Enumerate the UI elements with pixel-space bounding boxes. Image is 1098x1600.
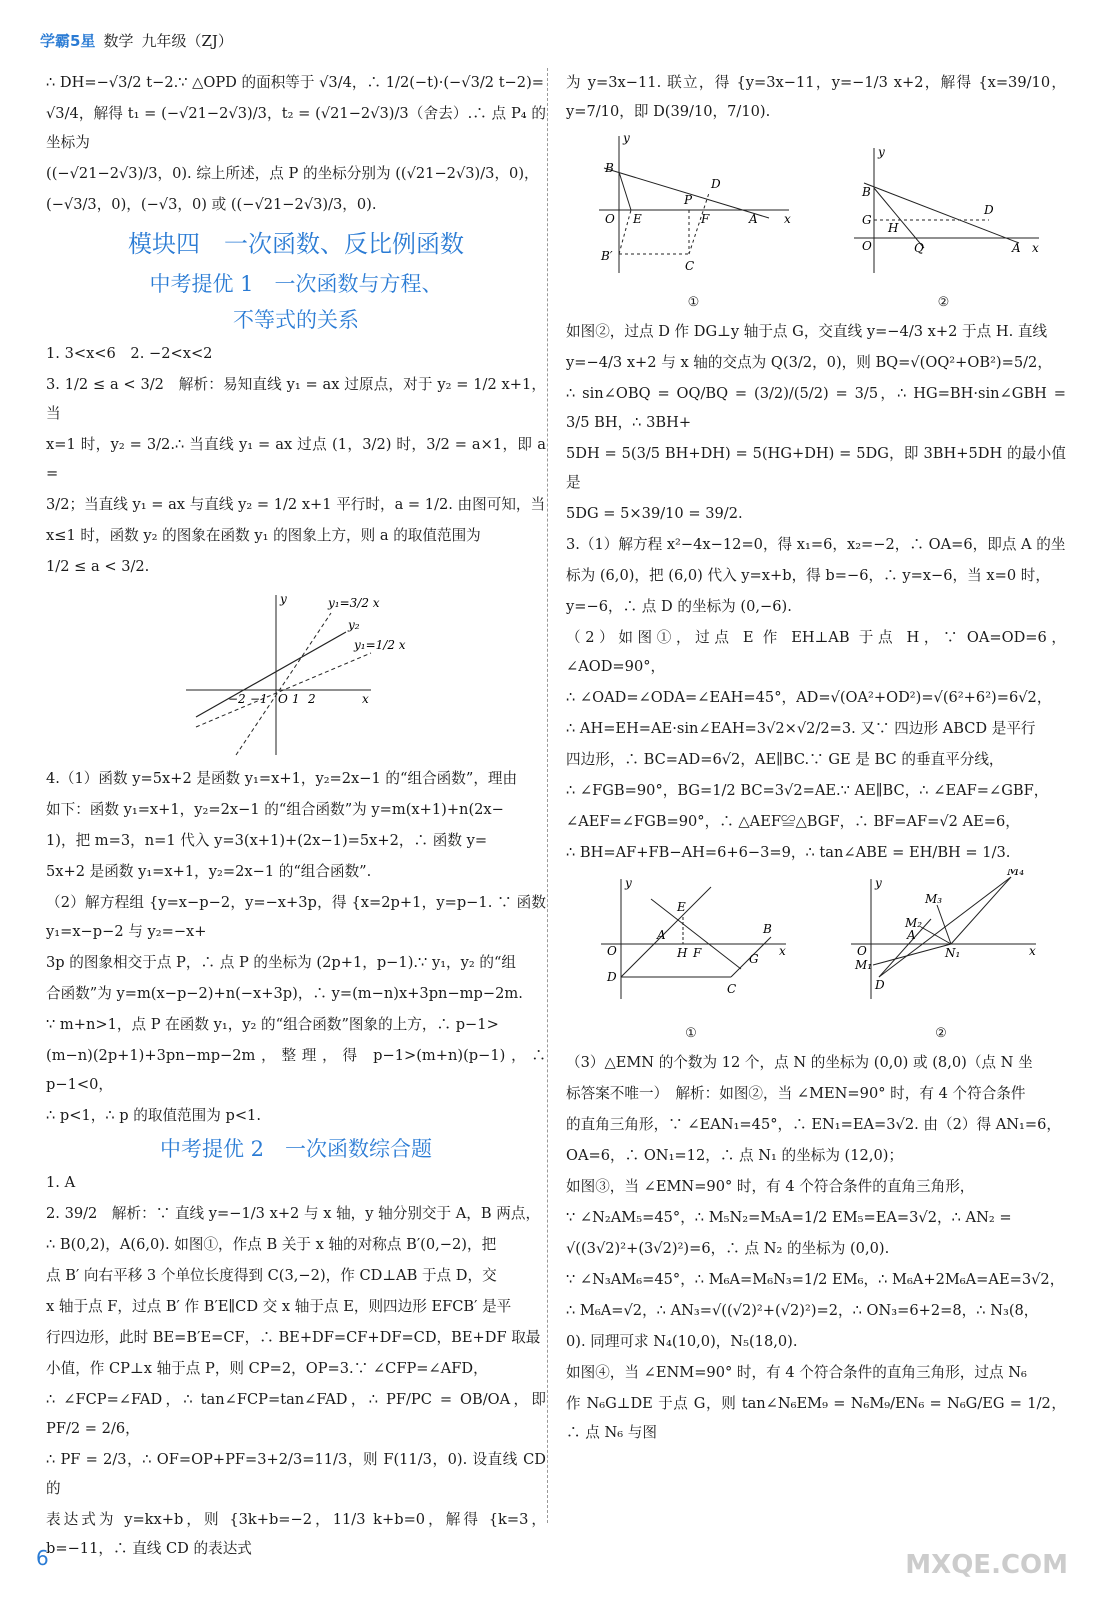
paragraph: ∴ PF = 2/3，∴ OF=OP+PF=3+2/3=11/3，则 F(11/3，0). 设直线 CD 的: [46, 1451, 546, 1497]
paragraph: ∠AEF=∠FGB=90°，∴ △AEF≌△BGF，∴ BF=AF=√2 AE=6，: [566, 813, 1020, 830]
figure-3-svg: [591, 869, 791, 1009]
paragraph: 点 B′ 向右平移 3 个单位长度得到 C(3,−2)，作 CD⊥AB 于点 D，交: [46, 1267, 497, 1284]
paragraph: 如图③，当 ∠EMN=90° 时，有 4 个符合条件的直角三角形，: [566, 1178, 975, 1195]
label-y: y: [280, 592, 287, 606]
figure-1: [589, 128, 799, 317]
paragraph: 的直角三角形，∵ ∠EAN₁=45°，∴ EN₁=EA=3√2. 由（2）得 AN₁=6，: [566, 1116, 1061, 1133]
label-o: O: [604, 212, 615, 226]
module-title: 模块四 一次函数、反比例函数: [128, 230, 464, 258]
line-y2: [196, 632, 346, 717]
figure-4-caption: ②: [935, 1026, 947, 1041]
label-c: C: [727, 982, 737, 996]
paragraph: 行四边形，此时 BE=B′E=CF，∴ BE+DF=CF+DF=CD，BE+DF 取最: [46, 1329, 541, 1346]
paragraph: 四边形，∴ BC=AD=6√2，AE∥BC.∵ GE 是 BC 的垂直平分线，: [566, 751, 1004, 768]
label-b: B: [861, 185, 871, 199]
paragraph: x 轴于点 F，过点 B′ 作 B′E∥CD 交 x 轴于点 E，则四边形 EFCB′ 是平: [46, 1298, 512, 1315]
page-header: [40, 30, 233, 51]
label-origin: O: [278, 692, 288, 706]
segment-n1-m4: [951, 877, 1011, 944]
topic1-title-a: 中考提优 1 一次函数与方程、: [149, 272, 443, 296]
figure-2-caption: ②: [937, 295, 950, 310]
paragraph: 表达式为 y=kx+b，则 {3k+b=−2，11/3 k+b=0，解得 {k=3，b=−11，∴ 直线 CD 的表达式: [46, 1511, 546, 1557]
paragraph: 小值，作 CP⊥x 轴于点 P，则 CP=2，OP=3.∵ ∠CFP=∠AFD，: [46, 1360, 488, 1377]
label-y1-shallow: y₁=1/2 x: [354, 638, 406, 652]
column-divider: [547, 68, 548, 1523]
figure-2-svg: [844, 128, 1044, 278]
brand-logo: 学霸5星: [40, 32, 96, 50]
figure-1-svg: [589, 128, 799, 278]
tick-neg2: −2: [228, 692, 246, 706]
paragraph: ∵ ∠N₃AM₆=45°，∴ M₆A=M₆N₃=1/2 EM₆，∴ M₆A+2M₆A=AE=3√2，: [566, 1271, 1065, 1288]
label-p: P: [683, 193, 692, 207]
paragraph: (m−n)(2p+1)+3pn−mp−2m，整理，得 p−1>(m+n)(p−1)，∴ p−1<0，: [46, 1047, 546, 1093]
figure-3: [591, 869, 791, 1048]
paragraph: 3p 的图象相交于点 P，∴ 点 P 的坐标为 (2p+1，p−1).∵ y₁，y₂ 的“组: [46, 954, 517, 971]
paragraph: 5x+2 是函数 y₁=x+1，y₂=2x−1 的“组合函数”.: [46, 863, 372, 880]
figure-2: [844, 128, 1044, 317]
label-m3: M₃: [925, 892, 943, 906]
line-y1-steep: [236, 613, 331, 755]
paragraph: ((−√21−2√3)/3，0). 综上所述，点 P 的坐标分别为 ((√21−2√3)/3，0)，: [46, 165, 539, 182]
label-c: C: [684, 259, 694, 273]
paragraph: 3.（1）解方程 x²−4x−12=0，得 x₁=6，x₂=−2，∴ OA=6，即点 A 的坐: [566, 536, 1066, 553]
line-ad: [621, 887, 711, 977]
label-d: D: [710, 177, 721, 191]
tick-2: 2: [308, 692, 316, 706]
topic2-title: 中考提优 2 一次函数综合题: [159, 1137, 433, 1161]
label-h: H: [677, 946, 688, 960]
paragraph: OA=6，∴ ON₁=12，∴ 点 N₁ 的坐标为 (12,0)；: [566, 1147, 904, 1164]
label-h: H: [887, 221, 898, 235]
paragraph: （3）△EMN 的个数为 12 个，点 N 的坐标为 (0,0) 或 (8,0)（点 N 坐: [566, 1054, 1033, 1071]
label-m1: M₁: [855, 958, 873, 972]
label-a: A: [657, 928, 666, 942]
segment-b-prime-e: [619, 210, 631, 254]
label-b-prime: B′: [600, 249, 613, 263]
label-e: E: [632, 212, 642, 226]
figure-4: [841, 869, 1041, 1048]
answer-line: 1. 3<x<6 2. −2<x<2: [46, 345, 213, 362]
label-x: x: [783, 212, 791, 226]
label-e: E: [677, 900, 686, 914]
label-b: B: [763, 922, 772, 936]
figure-3-caption: ①: [685, 1026, 697, 1041]
label-a: A: [1011, 241, 1021, 255]
label-x: x: [362, 692, 369, 706]
label-g: G: [749, 952, 759, 966]
paragraph: 2. 39/2 解析：∵ 直线 y=−1/3 x+2 与 x 轴，y 轴分别交于 A，B 两点，: [46, 1205, 541, 1222]
label-o: O: [861, 239, 872, 253]
paragraph: y=−4/3 x+2 与 x 轴的交点为 Q(3/2，0)，则 BQ=√(OQ²+OB²)=5/2，: [566, 354, 1052, 371]
paragraph: ∴ DH=−√3/2 t−2.∵ △OPD 的面积等于 √3/4，∴ 1/2(−t)·(−√3/2 t−2)=: [46, 74, 544, 91]
label-x: x: [779, 944, 786, 958]
label-n1: N₁: [945, 946, 961, 960]
paragraph: ∵ m+n>1，点 P 在函数 y₁，y₂ 的“组合函数”图象的上方，∴ p−1>: [46, 1016, 499, 1033]
answer-line: x=1 时，y₂ = 3/2.∴ 当直线 y₁ = ax 过点 (1，3/2) 时，3/2 = a×1，即 a =: [46, 436, 546, 482]
label-o: O: [607, 944, 617, 958]
paragraph: (−√3/3，0)，(−√3，0) 或 ((−√21−2√3)/3，0).: [46, 196, 377, 213]
paragraph: 1)，把 m=3，n=1 代入 y=3(x+1)+(2x−1)=5x+2，∴ 函数 y=: [46, 832, 488, 849]
figure-4-svg: [841, 869, 1041, 1009]
label-d: D: [983, 203, 994, 217]
figure-row-1: [566, 128, 1066, 317]
paragraph: 如下：函数 y₁=x+1，y₂=2x−1 的“组合函数”为 y=m(x+1)+n(2x−: [46, 801, 504, 818]
segment-be: [619, 172, 631, 210]
segment-n1-m1: [873, 944, 951, 965]
paragraph: √3/4，解得 t₁ = (−√21−2√3)/3，t₂ = (√21−2√3)/3（舍去）.∴ 点 P₄ 的坐标为: [46, 105, 546, 151]
label-m2: M₂: [905, 916, 923, 930]
label-m4: M₄: [1007, 869, 1025, 878]
paragraph: 如图④，当 ∠ENM=90° 时，有 4 个符合条件的直角三角形，过点 N₆: [566, 1364, 1027, 1381]
label-o: O: [857, 944, 867, 958]
label-q: Q: [913, 241, 924, 255]
label-b: B: [604, 161, 614, 175]
label-d: D: [607, 970, 617, 984]
label-y1-steep: y₁=3/2 x: [328, 596, 380, 610]
linear-graph-figure: [176, 585, 416, 760]
label-y: y: [875, 876, 882, 890]
label-f: F: [700, 212, 709, 226]
paragraph: ∴ ∠FGB=90°，BG=1/2 BC=3√2=AE.∵ AE∥BC，∴ ∠EAF=∠GBF，: [566, 782, 1049, 799]
label-x: x: [1031, 241, 1039, 255]
paragraph: 作 N₆G⊥DE 于点 G，则 tan∠N₆EM₉ = N₆M₉/EN₆ = N₆G/EG = 1/2，∴ 点 N₆ 与图: [566, 1395, 1066, 1441]
topic1-title-b: 不等式的关系: [233, 308, 359, 332]
label-y: y: [622, 131, 630, 145]
paragraph: 为 y=3x−11. 联立，得 {y=3x−11，y=−1/3 x+2，解得 {x=39/10，y=7/10，即 D(39/10，7/10).: [566, 74, 1066, 120]
paragraph: ∴ ∠FCP=∠FAD，∴ tan∠FCP=tan∠FAD，∴ PF/PC = OB/OA，即 PF/2 = 2/6，: [46, 1391, 546, 1437]
paragraph: 5DH = 5(3/5 BH+DH) = 5(HG+DH) = 5DG，即 3BH+5DH 的最小值是: [566, 445, 1066, 491]
paragraph: ∴ ∠OAD=∠ODA=∠EAH=45°，AD=√(OA²+OD²)=√(6²+6²)=6√2，: [566, 689, 1052, 706]
label-y: y: [877, 145, 885, 159]
paragraph: （2）如图①，过点 E 作 EH⊥AB 于点 H，∵ OA=OD=6，∠AOD=90°，: [566, 629, 1066, 675]
subject-label: 数学: [103, 32, 134, 50]
paragraph: 1. A: [46, 1174, 76, 1191]
paragraph: 标答案不唯一） 解析：如图②，当 ∠MEN=90° 时，有 4 个符合条件: [566, 1085, 1026, 1102]
paragraph: y=−6，∴ 点 D 的坐标为 (0,−6).: [566, 598, 792, 615]
label-y: y: [625, 876, 632, 890]
answer-line: 1/2 ≤ a < 3/2.: [46, 558, 150, 575]
paragraph: ∴ sin∠OBQ = OQ/BQ = (3/2)/(5/2) = 3/5，∴ HG=BH·sin∠GBH = 3/5 BH，∴ 3BH+: [566, 385, 1066, 431]
paragraph: ∴ p<1，∴ p 的取值范围为 p<1.: [46, 1107, 261, 1124]
paragraph: ∴ BH=AF+FB−AH=6+6−3=9，∴ tan∠ABE = EH/BH = 1/3.: [566, 844, 1011, 861]
paragraph: ∴ B(0,2)，A(6,0). 如图①，作点 B 关于 x 轴的对称点 B′(0,−2)，把: [46, 1236, 497, 1253]
figure-1-caption: ①: [687, 295, 700, 310]
answer-line: x≤1 时，函数 y₂ 的图象在函数 y₁ 的图象上方，则 a 的取值范围为: [46, 527, 481, 544]
label-a: A: [748, 212, 758, 226]
paragraph: 合函数”为 y=m(x−p−2)+n(−x+3p)，∴ y=(m−n)x+3pn−mp−2m.: [46, 985, 523, 1002]
paragraph: ∴ M₆A=√2，∴ AN₃=√((√2)²+(√2)²)=2，∴ ON₃=6+2=8，∴ N₃(8，: [566, 1302, 1039, 1319]
paragraph: 0). 同理可求 N₄(10,0)，N₅(18,0).: [566, 1333, 798, 1350]
paragraph: √((3√2)²+(3√2)²)=6，∴ 点 N₂ 的坐标为 (0,0).: [566, 1240, 890, 1257]
label-y2: y₂: [348, 618, 360, 632]
label-f: F: [693, 946, 702, 960]
paragraph: 5DG = 5×39/10 = 39/2.: [566, 505, 743, 522]
paragraph: 4.（1）函数 y=5x+2 是函数 y₁=x+1，y₂=2x−1 的“组合函数”，理由: [46, 770, 518, 787]
left-column: [46, 68, 546, 1565]
answer-line: 3. 1/2 ≤ a < 3/2 解析：易知直线 y₁ = ax 过原点，对于 y₂ = 1/2 x+1，当: [46, 376, 546, 422]
tick-1: 1: [292, 692, 300, 706]
grade-label: 九年级（ZJ）: [141, 32, 233, 50]
paragraph: ∵ ∠N₂AM₅=45°，∴ M₅N₂=M₅A=1/2 EM₅=EA=3√2，∴ AN₂ =: [566, 1209, 1012, 1226]
watermark: MXQE.COM: [905, 1550, 1068, 1580]
label-d: D: [875, 978, 885, 992]
label-x: x: [1029, 944, 1036, 958]
tick-neg1: −1: [250, 692, 268, 706]
label-g: G: [861, 213, 872, 227]
figure-row-2: [566, 869, 1066, 1048]
answer-line: 3/2；当直线 y₁ = ax 与直线 y₂ = 1/2 x+1 平行时，a = 1/2. 由图可知，当: [46, 496, 546, 513]
right-column: [566, 68, 1066, 1449]
paragraph: （2）解方程组 {y=x−p−2，y=−x+3p，得 {x=2p+1，y=p−1. ∵ 函数 y₁=x−p−2 与 y₂=−x+: [46, 894, 546, 940]
paragraph: ∴ AH=EH=AE·sin∠EAH=3√2×√2/2=3. 又∵ 四边形 ABCD 是平行: [566, 720, 1036, 737]
paragraph: 标为 (6,0)，把 (6,0) 代入 y=x+b，得 b=−6，∴ y=x−6，当 x=0 时，: [566, 567, 1050, 584]
page-number: 6: [36, 1546, 49, 1570]
label-a: A: [907, 928, 916, 942]
paragraph: 如图②，过点 D 作 DG⊥y 轴于点 G，交直线 y=−4/3 x+2 于点 H. 直线: [566, 323, 1048, 340]
